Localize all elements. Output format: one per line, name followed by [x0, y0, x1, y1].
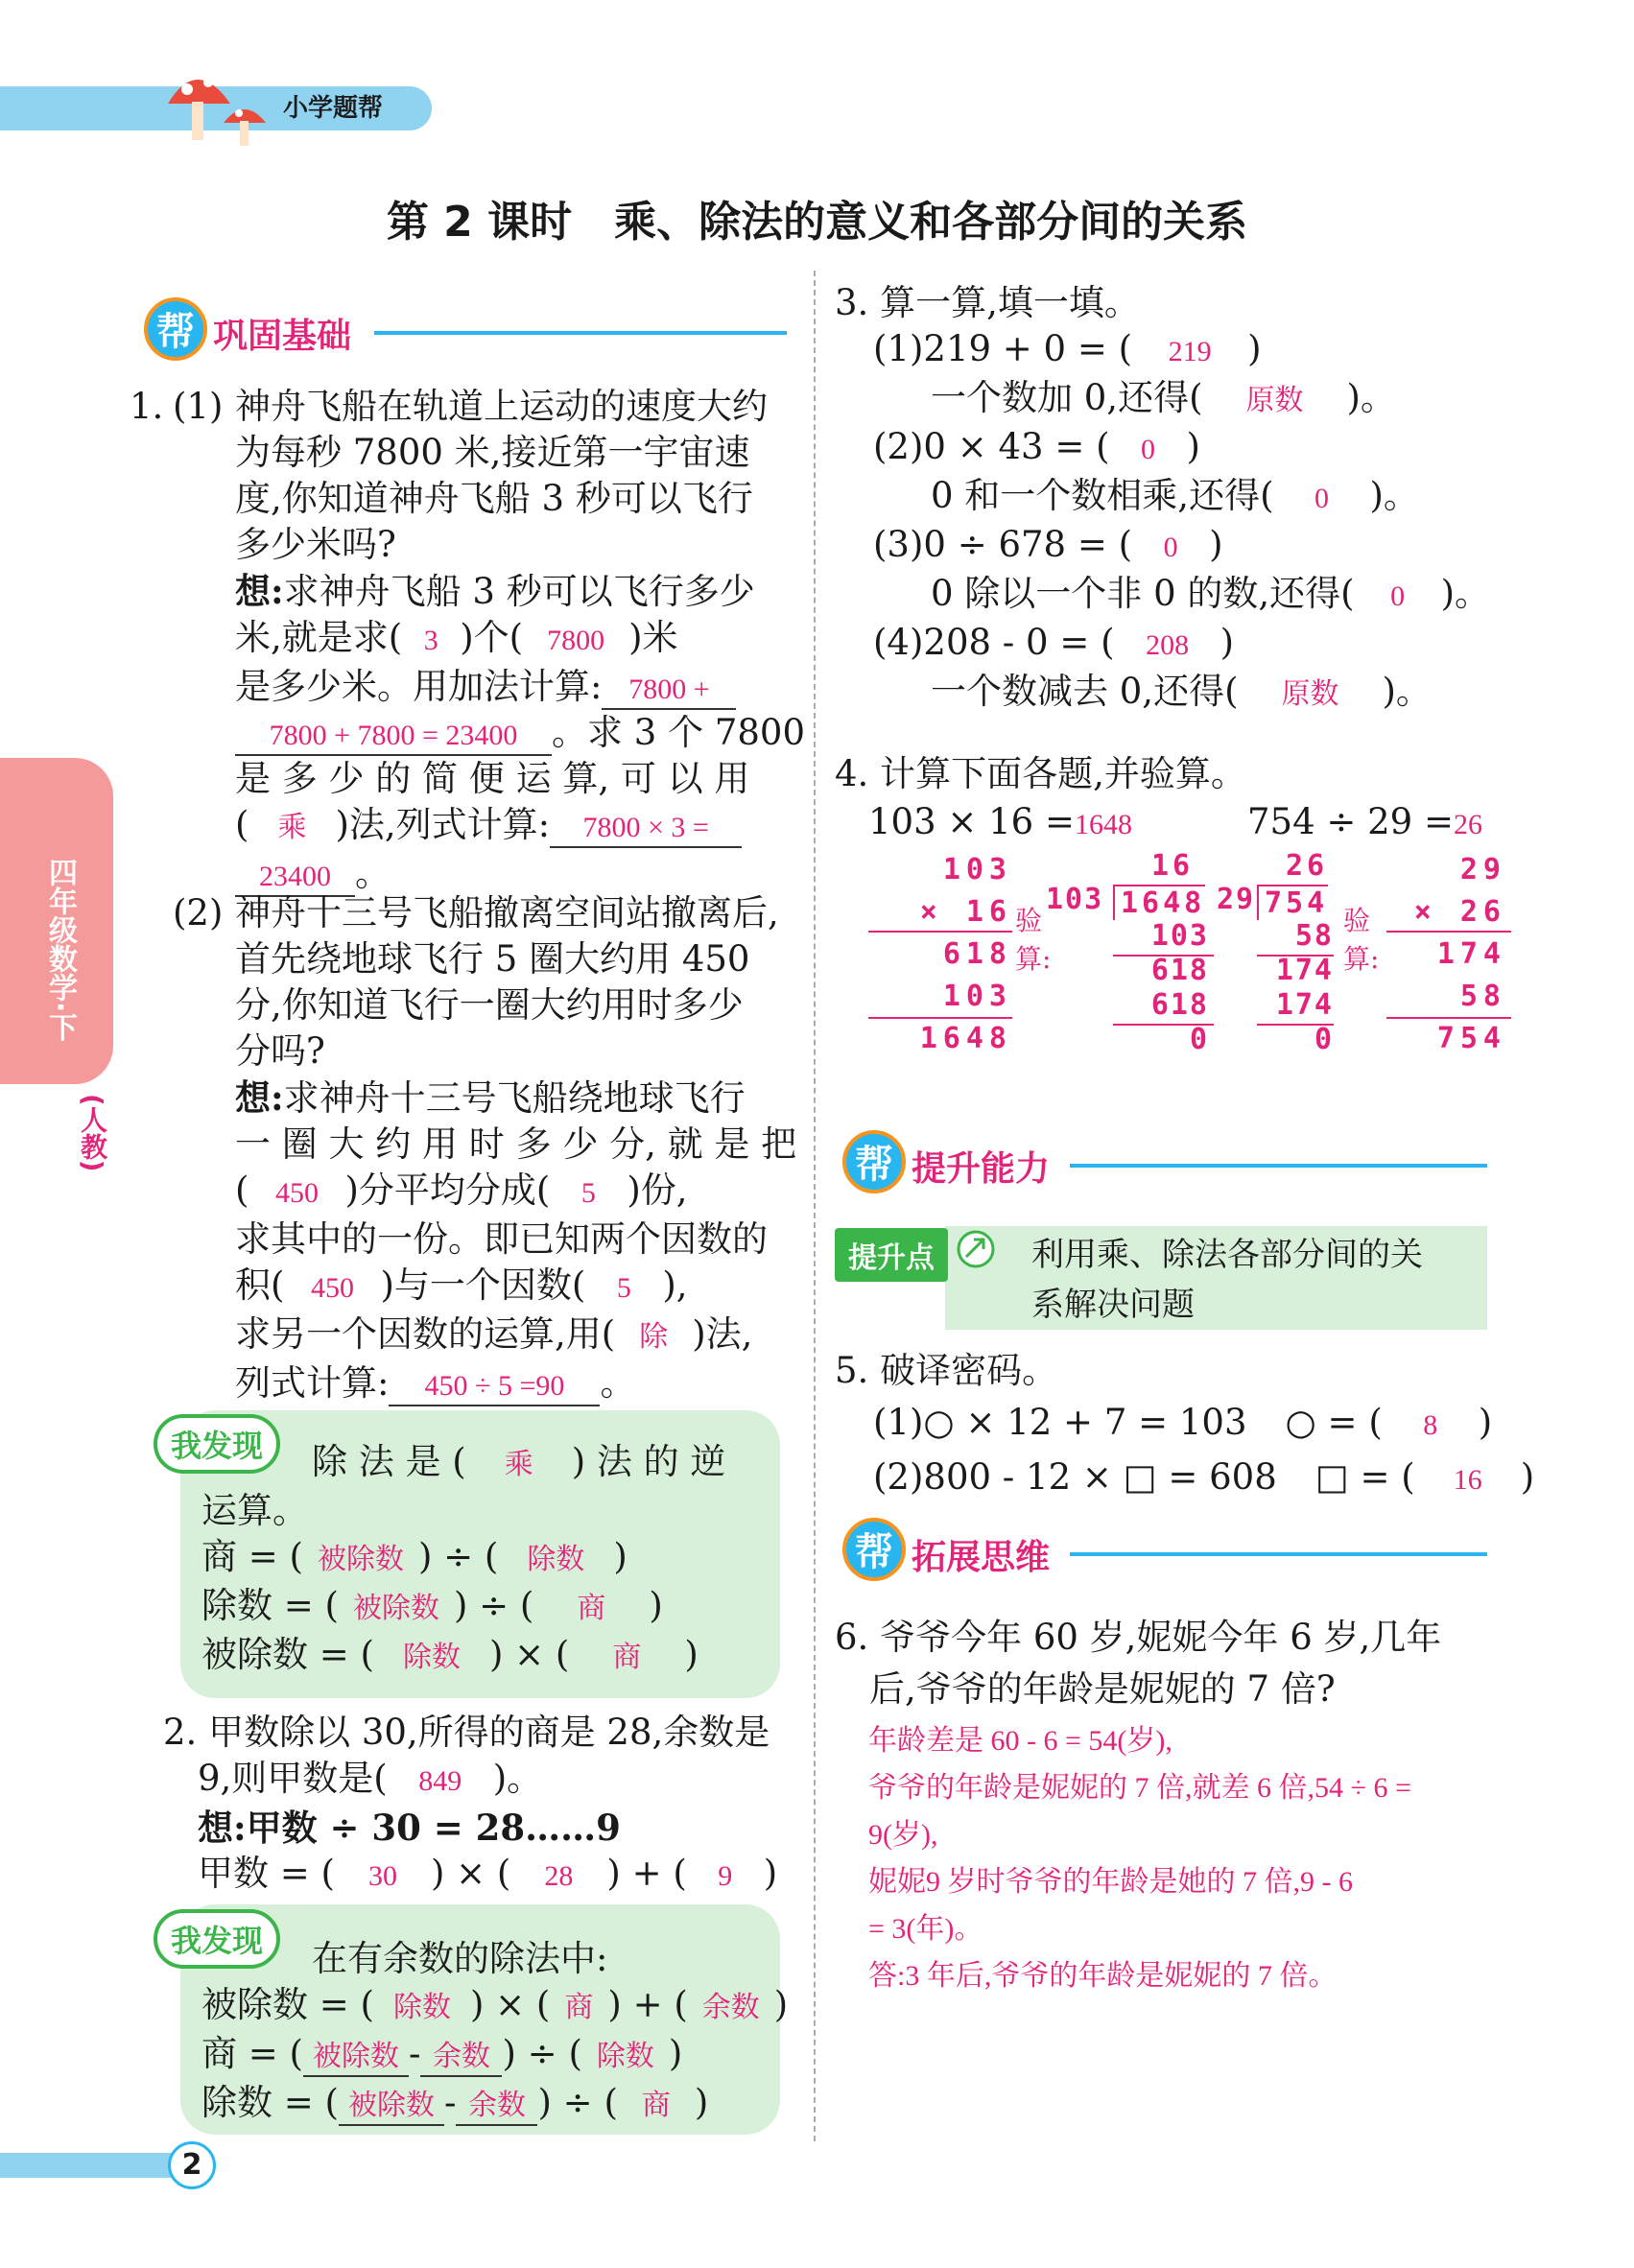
text: ) — [1247, 328, 1262, 369]
answer-line: 年龄差是 60 - 6 = 54(岁), — [868, 1725, 1172, 1757]
text: ) ÷ ( — [453, 1585, 534, 1626]
answer: 16 — [1453, 1464, 1482, 1496]
answer-line: 答:3 年后,爷爷的年龄是妮妮的 7 倍。 — [868, 1960, 1338, 1992]
calc-row: 618 — [1150, 954, 1209, 987]
text-line — [201, 2031, 777, 2080]
text: )法,列式计算: — [335, 804, 551, 845]
calc-row: 58 — [1459, 980, 1506, 1013]
text-line — [235, 1360, 811, 1406]
text-line: 3. 算一算,填一填。 — [835, 282, 1140, 323]
quotient: 16 — [1151, 849, 1195, 883]
text: )分平均分成( — [344, 1169, 551, 1211]
text: ) — [649, 1585, 663, 1626]
arrow-icon — [955, 1228, 1001, 1270]
text: 求神舟十三号飞船绕地球飞行 — [283, 1077, 746, 1119]
text: )个( — [460, 617, 524, 658]
text-line: 多少米吗? — [235, 524, 396, 565]
text-line: 利用乘、除法各部分间的关 — [1031, 1236, 1423, 1274]
q1-part2-body — [235, 890, 811, 1406]
text-line — [235, 802, 811, 851]
text-line: 系解决问题 — [1031, 1286, 1195, 1324]
text: 除 法 是 ( — [312, 1441, 466, 1482]
calc-row: × 16 — [919, 895, 1012, 929]
text: 0 和一个数相乘,还得( — [931, 475, 1274, 516]
text: 除数 = ( — [201, 2082, 339, 2123]
text-line: 在有余数的除法中: — [312, 1938, 608, 1979]
text-line — [835, 473, 1622, 522]
text: 是多少米。用加法计算: — [235, 666, 603, 707]
text-line: 6. 爷爷今年 60 岁,妮妮今年 6 岁,几年 — [835, 1617, 1442, 1658]
answer: 被除数 — [317, 1544, 404, 1575]
text: 。 — [355, 853, 391, 894]
section-line — [374, 331, 787, 335]
q3 — [835, 280, 1622, 718]
text: 商 = ( — [201, 2033, 303, 2074]
dividend: 754 — [1257, 885, 1328, 920]
answer-blank: 余数 — [420, 2039, 502, 2077]
division-steps-2 — [1252, 919, 1334, 1057]
answer: 219 — [1168, 336, 1212, 367]
text: (3)0 ÷ 678 = ( — [873, 524, 1133, 565]
text: )。 — [492, 1758, 543, 1799]
text: ) — [1478, 1402, 1493, 1443]
text-line — [235, 664, 811, 710]
text: ) × ( — [469, 1984, 551, 2025]
calc-line — [1257, 955, 1334, 957]
section-expand-title: 拓展思维 — [912, 1538, 1051, 1577]
text: - — [443, 2082, 457, 2123]
text: □ = ( — [1314, 1456, 1415, 1498]
discovery-2-body — [201, 1936, 789, 2129]
think-label: 想: — [235, 570, 284, 612]
answer: 商 — [564, 1992, 594, 2023]
answer: 30 — [367, 1860, 397, 1892]
text-line — [163, 1756, 816, 1805]
brand-name: 小学题帮 — [283, 94, 384, 123]
text-line — [235, 710, 811, 756]
text-line: 神舟飞船在轨道上运动的速度大约 — [235, 386, 768, 427]
text: ), — [662, 1264, 688, 1306]
answer: 商 — [577, 1593, 606, 1624]
answer: 原数 — [1281, 678, 1339, 710]
text-line — [235, 1311, 811, 1360]
answer: 1648 — [1075, 809, 1132, 840]
side-tab: 四年级数学·下 — [0, 758, 113, 1084]
text: ) — [613, 1536, 628, 1577]
section-line — [1070, 1552, 1487, 1556]
dividend: 1648 — [1113, 885, 1205, 920]
discovery-1-body — [201, 1439, 777, 1681]
page-number: 2 — [168, 2141, 216, 2189]
text: 积( — [235, 1264, 285, 1306]
text: )。 — [1440, 573, 1490, 614]
calc-row: 103 — [942, 980, 1012, 1013]
answer: 7800 — [547, 625, 605, 656]
calc-line — [868, 1017, 1012, 1019]
answer: 乘 — [277, 812, 307, 843]
text-line — [835, 522, 1622, 571]
quotient: 26 — [1286, 849, 1329, 883]
text-line — [201, 1439, 777, 1488]
text: )。 — [1369, 475, 1419, 516]
divisor: 29 — [1217, 883, 1256, 916]
discovery-badge: 我发现 — [154, 1909, 280, 1969]
text-line — [235, 1168, 811, 1217]
side-tab-edition: (人教) — [77, 1094, 108, 1172]
q1-part1-label: (1) — [173, 386, 224, 427]
answer-blank: 7800 × 3 = — [550, 810, 742, 848]
calc-row: 58 — [1294, 919, 1334, 953]
text: 甲数 = ( — [198, 1853, 335, 1894]
calc-row: 754 — [1436, 1022, 1506, 1055]
calc-line — [1113, 1024, 1214, 1026]
calc-row: 174 — [1275, 954, 1334, 987]
answer: 450 — [274, 1177, 319, 1209]
answer: 8 — [1423, 1409, 1438, 1441]
calc-row: 618 — [942, 937, 1012, 971]
q6-question — [835, 1612, 1622, 1715]
text-line — [835, 669, 1622, 718]
text: 被除数 = ( — [201, 1984, 374, 2025]
mushroom-icon — [158, 56, 283, 152]
answer: 0 — [1163, 532, 1178, 563]
answer-blank: 7800 + — [602, 672, 736, 710]
think-label: 想: — [235, 1076, 284, 1119]
text: ) — [684, 1634, 699, 1675]
text: (2)0 × 43 = ( — [873, 426, 1110, 467]
text: )法, — [692, 1313, 753, 1355]
answer: 余数 — [701, 1992, 760, 2023]
section-improve-title: 提升能力 — [912, 1149, 1051, 1189]
calc-row: 1648 — [919, 1022, 1012, 1055]
text: 求神舟飞船 3 秒可以飞行多少 — [283, 571, 755, 612]
text-line — [201, 1632, 777, 1681]
text: ( — [235, 804, 249, 845]
calc-line — [1257, 1024, 1334, 1026]
q4-expr-1 — [868, 799, 1132, 848]
discovery-badge: 我发现 — [154, 1414, 280, 1474]
text: (1)219 + 0 = ( — [873, 328, 1133, 369]
text-line — [235, 615, 811, 664]
text: (4)208 - 0 = ( — [873, 622, 1115, 663]
text: ) 法 的 逆 — [571, 1441, 726, 1482]
text: ) + ( — [607, 1984, 688, 2025]
text-line: 为每秒 7800 米,接近第一宇宙速 — [235, 432, 750, 473]
text-line: 2. 甲数除以 30,所得的商是 28,余数是 — [163, 1712, 770, 1753]
answer: 商 — [612, 1642, 642, 1673]
answer: 0 — [1141, 434, 1156, 465]
answer-blank: 23400 — [235, 859, 355, 897]
text-line — [835, 326, 1622, 375]
answer: 26 — [1454, 809, 1482, 840]
text: ) — [1186, 426, 1200, 467]
q1-part1-body — [235, 384, 811, 897]
text: - — [408, 2033, 421, 2074]
text-line — [235, 1075, 811, 1122]
text: (1)○ × 12 + 7 = 103 — [873, 1402, 1247, 1443]
section-line — [1070, 1164, 1487, 1168]
text: 一个数加 0,还得( — [931, 377, 1203, 418]
text-line: 求其中的一份。即已知两个因数的 — [235, 1218, 768, 1260]
text: ) ÷ ( — [537, 2082, 618, 2123]
text: 。 — [600, 1362, 636, 1404]
text: 。求 3 个 7800 — [552, 712, 805, 753]
page-title: 第 2 课时 乘、除法的意义和各部分间的关系 — [386, 198, 1248, 247]
text-line — [835, 375, 1622, 424]
text-line: 神舟十三号飞船撤离空间站撤离后, — [235, 892, 779, 933]
text-line: 5. 破译密码。 — [835, 1350, 1058, 1391]
text: 一个数减去 0,还得( — [931, 671, 1239, 712]
q5 — [835, 1345, 1622, 1506]
calc-line — [1113, 955, 1214, 957]
text: ) — [773, 1984, 789, 2025]
calc-line — [1386, 931, 1511, 933]
text: 米,就是求( — [235, 617, 403, 658]
text: )米 — [628, 617, 678, 658]
text: 103 × 16 = — [868, 801, 1075, 842]
answer: 除数 — [402, 1642, 461, 1673]
text-line — [835, 571, 1622, 620]
text-line: 是 多 少 的 简 便 运 算, 可 以 用 — [235, 758, 750, 799]
text-line — [201, 2080, 777, 2129]
answer-line: 妮妮9 岁时爷爷的年龄是她的 7 倍,9 - 6 — [868, 1866, 1353, 1898]
tip-text — [1031, 1230, 1423, 1330]
text: 754 ÷ 29 = — [1247, 801, 1454, 842]
answer-blank: 余数 — [456, 2088, 537, 2126]
text: 商 = ( — [201, 1536, 303, 1577]
text-line: 运算。 — [201, 1490, 308, 1531]
section-basic-title: 巩固基础 — [213, 317, 352, 356]
answer: 5 — [580, 1177, 596, 1209]
text: ) — [1220, 622, 1234, 663]
text: 被除数 = ( — [201, 1634, 374, 1675]
section-bang-icon: 帮 — [842, 1130, 906, 1193]
answer: 除数 — [527, 1544, 585, 1575]
calc-row: 103 — [1150, 919, 1209, 953]
section-bang-icon: 帮 — [144, 297, 207, 361]
vertical-multiplication-2 — [1382, 849, 1506, 1060]
text-line — [201, 1982, 789, 2031]
text: )。 — [1346, 377, 1396, 418]
text-line: 分,你知道飞行一圈大约用时多少 — [235, 984, 744, 1026]
answer-blank: 7800 + 7800 = 23400 — [235, 718, 552, 756]
calc-line — [1386, 1017, 1511, 1019]
text: ) × ( — [430, 1853, 511, 1894]
calc-row: 0 — [1189, 1023, 1209, 1056]
answer: 除数 — [596, 2041, 654, 2072]
answer: 除 — [639, 1321, 669, 1353]
calc-row: 174 — [1436, 937, 1506, 971]
text-line — [835, 1397, 1622, 1452]
text: 列式计算: — [235, 1362, 390, 1404]
answer: 乘 — [504, 1449, 533, 1480]
text: ) — [1520, 1456, 1535, 1498]
answer: 5 — [616, 1272, 631, 1304]
text: )与一个因数( — [380, 1264, 586, 1306]
text: 9,则甲数是( — [198, 1758, 388, 1799]
answer: 0 — [1314, 483, 1329, 514]
calc-line — [868, 931, 1012, 933]
text-line — [835, 620, 1622, 669]
answer: 除数 — [392, 1992, 451, 2023]
text: ( — [235, 1169, 249, 1211]
answer-line: 爷爷的年龄是妮妮的 7 倍,就差 6 倍,54 ÷ 6 = — [868, 1772, 1411, 1804]
text: ) ÷ ( — [417, 1536, 499, 1577]
calc-row: 618 — [1150, 988, 1209, 1022]
text-line: 后,爷爷的年龄是妮妮的 7 倍? — [869, 1668, 1336, 1710]
verify-label: 验算: — [1343, 905, 1380, 975]
vertical-multiplication-1 — [868, 849, 1012, 1060]
answer-line: 9(岁), — [868, 1819, 938, 1851]
text-line — [163, 1851, 816, 1900]
answer: 849 — [418, 1765, 462, 1797]
text: 0 除以一个非 0 的数,还得( — [931, 573, 1355, 614]
text: ) — [1209, 524, 1223, 565]
calc-row: 174 — [1275, 988, 1334, 1022]
text: ) — [668, 2033, 683, 2074]
answer: 450 — [310, 1272, 354, 1304]
text: ) × ( — [488, 1634, 570, 1675]
answer-blank: 450 ÷ 5 =90 — [389, 1368, 600, 1406]
text-line — [835, 424, 1622, 473]
calc-row: × 26 — [1413, 895, 1506, 929]
text: ) ÷ ( — [502, 2033, 582, 2074]
text-line — [235, 568, 811, 615]
text: ) + ( — [606, 1853, 687, 1894]
calc-row: 0 — [1314, 1023, 1334, 1056]
answer: 28 — [544, 1860, 574, 1892]
text-line: 度,你知道神舟飞船 3 秒可以飞行 — [235, 478, 753, 519]
section-bang-icon: 帮 — [842, 1518, 906, 1581]
text: ○ = ( — [1285, 1402, 1383, 1443]
answer: 3 — [423, 625, 438, 656]
answer: 9 — [718, 1860, 733, 1892]
text-line: 分吗? — [235, 1030, 325, 1072]
text: ) — [763, 1853, 778, 1894]
answer-line: = 3(年)。 — [868, 1913, 983, 1945]
q6-answer — [868, 1717, 1617, 1999]
answer: 商 — [641, 2090, 671, 2121]
text-line: 想:甲数 ÷ 30 = 28……9 — [198, 1807, 621, 1849]
text: )份, — [627, 1169, 688, 1211]
answer: 被除数 — [352, 1593, 439, 1624]
answer-blank: 被除数 — [303, 2039, 409, 2077]
text: ) — [694, 2082, 709, 2123]
divisor: 103 — [1046, 883, 1104, 916]
text-line: 一 圈 大 约 用 时 多 少 分, 就 是 把 — [235, 1123, 797, 1165]
calc-row: 103 — [942, 853, 1012, 886]
verify-label: 验算: — [1015, 905, 1052, 975]
q4-expr-2 — [1247, 799, 1482, 848]
q2 — [163, 1710, 816, 1900]
text: 除数 = ( — [201, 1585, 339, 1626]
text-line — [835, 1452, 1622, 1506]
text-line: 首先绕地球飞行 5 圈大约用 450 — [235, 938, 750, 980]
answer: 0 — [1390, 580, 1406, 612]
answer-blank: 被除数 — [339, 2088, 444, 2126]
q1-part2-label: (2) — [173, 892, 224, 933]
text-line — [201, 1583, 777, 1632]
q4-title: 4. 计算下面各题,并验算。 — [835, 753, 1246, 794]
answer: 208 — [1146, 629, 1190, 661]
text-line — [235, 1263, 811, 1311]
text-line — [201, 1534, 777, 1583]
tip-badge: 提升点 — [835, 1228, 948, 1282]
text: (2)800 - 12 × □ = 608 — [873, 1456, 1277, 1498]
calc-row: 29 — [1459, 853, 1506, 886]
text: 求另一个因数的运算,用( — [235, 1313, 616, 1355]
division-steps-1 — [1113, 919, 1209, 1057]
answer: 原数 — [1245, 385, 1304, 416]
q1-number: 1. — [130, 386, 164, 427]
text: )。 — [1382, 671, 1432, 712]
